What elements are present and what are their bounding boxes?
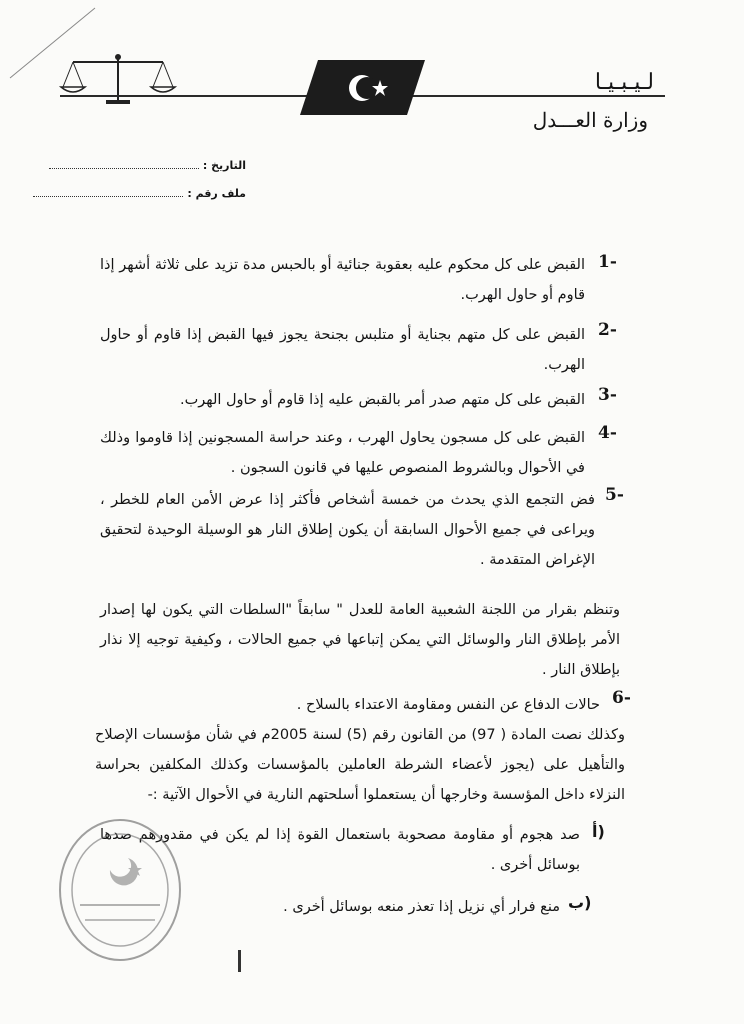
list-item: القبض على كل مسجون يحاول الهرب ، وعند حراسة المسجونين إذا قاوموا وذلك في الأحوال وبالشروط المنصوص عليها في قانون السجون . [100,430,585,476]
list-item: فض التجمع الذي يحدث من خمسة أشخاص فأكثر إذا عرض الأمن العام للخطر ، ويراعى في جميع الأحوال السابقة أن يكون إطلاق النار هو الوسيلة الوحيدة لتحقيق الإغراض المتقدمة . [100,492,595,568]
crescent-star-flag-icon [300,60,425,115]
item-number: 3- [598,385,617,405]
regulation-paragraph: وتنظم بقرار من اللجنة الشعبية العامة للعدل " سابقاً "السلطات التي يكون لها إصدار الأمر بإطلاق النار والوسائل التي يمكن إتباعها في جميع الحالات ، وكيفية توجيه إلا نذار بإطلاق النار . [100,602,620,678]
date-field [49,159,246,172]
file-number-label: ملف رقم : [187,187,246,200]
list-item: حالات الدفاع عن النفس ومقاومة الاعتداء بالسلاح . [296,697,600,713]
file-number-blank-line [33,196,183,197]
scales-of-justice-icon [58,52,178,112]
ministry-name: وزارة العـــدل [532,108,648,132]
country-name: لـيـبـيـا [594,70,654,95]
official-seal-stamp [55,815,185,965]
item-number: 5- [605,485,624,505]
file-number-field [33,187,246,200]
sub-item: صد هجوم أو مقاومة مصحوبة باستعمال القوة إذا لم يكن في مقدورهم صدها بوسائل أخرى . [100,827,580,873]
sub-item-letter: أ) [592,822,605,841]
list-item: القبض على كل محكوم عليه بعقوبة جنائية أو بالحبس مدة تزيد على ثلاثة أشهر إذا قاوم أو حاول الهرب. [100,257,585,303]
item-number: 2- [598,320,617,340]
sub-item-letter: ب) [568,893,592,912]
sub-item: منع فرار أي نزيل إذا تعذر منعه بوسائل أخرى . [283,899,560,915]
list-item: القبض على كل متهم صدر أمر بالقبض عليه إذا قاوم أو حاول الهرب. [180,392,585,408]
date-label: التاريخ : [202,159,246,172]
item-number: 6- [612,688,631,708]
list-item: القبض على كل متهم بجناية أو متلبس بجنحة يجوز فيها القبض إذا قاوم أو حاول الهرب. [100,327,585,373]
date-blank-line [49,168,199,169]
page-number-mark [238,950,241,972]
item-number: 4- [598,423,617,443]
law-paragraph: وكذلك نصت المادة ( 97) من القانون رقم (5) لسنة 2005م في شأن مؤسسات الإصلاح والتأهيل على (يجوز لأعضاء الشرطة العاملين بالمؤسسات وكذلك المكلفين بحراسة النزلاء داخل المؤسسة وخارجها أن يستعملوا أسلحتهم النارية في الأحوال الآتية :- [95,727,625,803]
item-number: 1- [598,252,617,272]
